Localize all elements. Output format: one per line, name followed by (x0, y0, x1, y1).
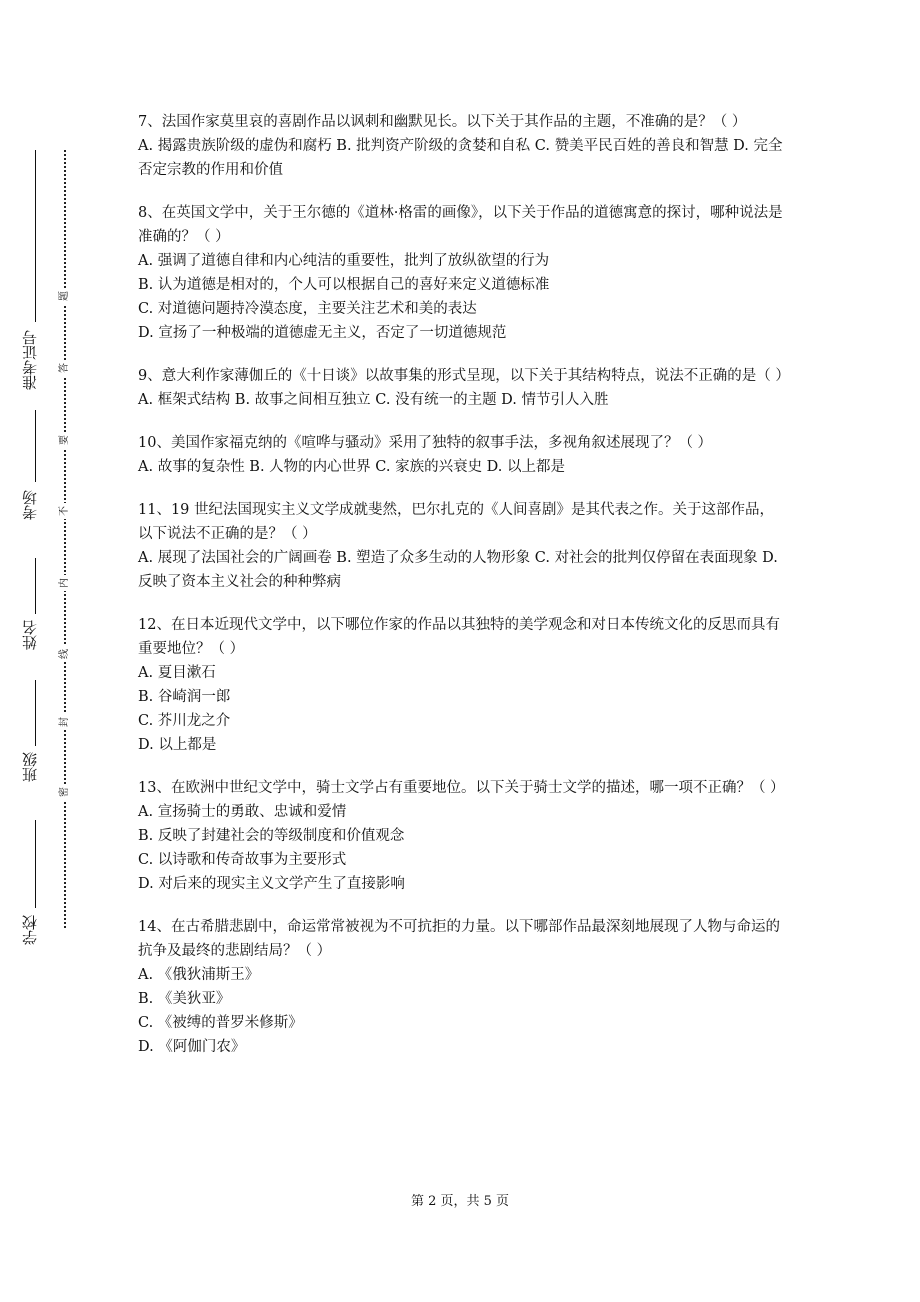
fill-line-school (35, 820, 36, 908)
option-d: D. 对后来的现实主义文学产生了直接影响 (138, 876, 405, 892)
seal-char: 内 (59, 575, 71, 591)
binding-margin (0, 0, 110, 1302)
field-label-exam-room: 考场 (21, 490, 39, 520)
question-stem: 7、法国作家莫里哀的喜剧作品以讽刺和幽默见长。以下关于其作品的主题，不准确的是？（ ） (138, 114, 747, 130)
question-stem: 10、美国作家福克纳的《喧哗与骚动》采用了独特的叙事手法，多视角叙述展现了？（ ） (138, 435, 713, 451)
question-options: A. 故事的复杂性 B. 人物的内心世界 C. 家族的兴衰史 D. 以上都是 (138, 459, 566, 475)
question-12 (138, 613, 783, 757)
field-label-name: 姓名 (21, 620, 39, 650)
option-c: C. 对道德问题持冷漠态度，主要关注艺术和美的表达 (138, 301, 477, 317)
seal-char: 线 (59, 646, 71, 662)
seal-char: 要 (59, 432, 71, 448)
seal-char: 答 (59, 360, 71, 376)
option-c: C. 以诗歌和传奇故事为主要形式 (138, 852, 347, 868)
option-b: B. 谷崎润一郎 (138, 689, 231, 705)
page-footer: 第 2 页，共 5 页 (410, 1194, 510, 1209)
question-options: A. 框架式结构 B. 故事之间相互独立 C. 没有统一的主题 D. 情节引人入胜 (138, 392, 609, 408)
option-a: A. 夏目漱石 (138, 665, 216, 681)
option-a: A. 强调了道德自律和内心纯洁的重要性，批判了放纵欲望的行为 (138, 253, 550, 269)
fill-line-exam-room (35, 410, 36, 482)
question-9 (138, 364, 790, 412)
option-d: D. 宣扬了一种极端的道德虚无主义，否定了一切道德规范 (138, 325, 507, 341)
question-stem: 14、在古希腊悲剧中，命运常常被视为不可抗拒的力量。以下哪部作品最深刻地展现了人物与命运的抗争及最终的悲剧结局？（ ） (138, 919, 780, 959)
option-b: B. 《美狄亚》 (138, 991, 231, 1007)
option-a: A. 《俄狄浦斯王》 (138, 967, 260, 983)
option-b: B. 反映了封建社会的等级制度和价值观念 (138, 828, 405, 844)
option-b: B. 认为道德是相对的，个人可以根据自己的喜好来定义道德标准 (138, 277, 550, 293)
option-a: A. 宣扬骑士的勇敢、忠诚和爱情 (138, 804, 347, 820)
question-7 (138, 110, 783, 182)
question-stem: 11、19 世纪法国现实主义文学成就斐然，巴尔扎克的《人间喜剧》是其代表之作。关于这部作品，以下说法不正确的是？（ ） (138, 502, 775, 542)
question-13 (138, 776, 783, 896)
question-14 (138, 915, 783, 1059)
question-options: A. 展现了法国社会的广阔画卷 B. 塑造了众多生动的人物形象 C. 对社会的批判仅停留在表面现象 D. 反映了资本主义社会的种种弊病 (138, 550, 778, 590)
question-10 (138, 431, 783, 479)
seal-char: 不 (59, 503, 71, 519)
field-label-school: 学校 (21, 915, 39, 945)
question-options: A. 揭露贵族阶级的虚伪和腐朽 B. 批判资产阶级的贪婪和自私 C. 赞美平民百姓的善良和智慧 D. 完全否定宗教的作用和价值 (138, 138, 783, 178)
question-8 (138, 201, 783, 345)
field-label-class: 班级 (21, 752, 39, 782)
question-stem: 8、在英国文学中，关于王尔德的《道林·格雷的画像》，以下关于作品的道德寓意的探讨，哪种说法是准确的？（ ） (138, 205, 783, 245)
option-d: D. 以上都是 (138, 737, 217, 753)
option-c: C. 芥川龙之介 (138, 713, 231, 729)
fill-line-name (35, 558, 36, 614)
field-label-admission-number: 准考证号 (21, 330, 39, 390)
question-stem: 13、在欧洲中世纪文学中，骑士文学占有重要地位。以下关于骑士文学的描述，哪一项不正确？（ ） (138, 780, 785, 796)
seal-char: 题 (59, 288, 71, 304)
question-11 (138, 498, 783, 594)
question-stem: 12、在日本近现代文学中，以下哪位作家的作品以其独特的美学观念和对日本传统文化的反思而具有重要地位？（ ） (138, 617, 780, 657)
question-stem: 9、意大利作家薄伽丘的《十日谈》以故事集的形式呈现，以下关于其结构特点，说法不正确的是（ ） (138, 368, 790, 384)
question-list (138, 110, 790, 1078)
seal-char: 封 (59, 714, 71, 730)
fill-line-admission-number (35, 150, 36, 322)
seal-char: 密 (59, 784, 71, 800)
fill-line-class (35, 680, 36, 746)
option-c: C. 《被缚的普罗米修斯》 (138, 1015, 303, 1031)
option-d: D. 《阿伽门农》 (138, 1039, 246, 1055)
seal-dotted-line (64, 150, 66, 928)
